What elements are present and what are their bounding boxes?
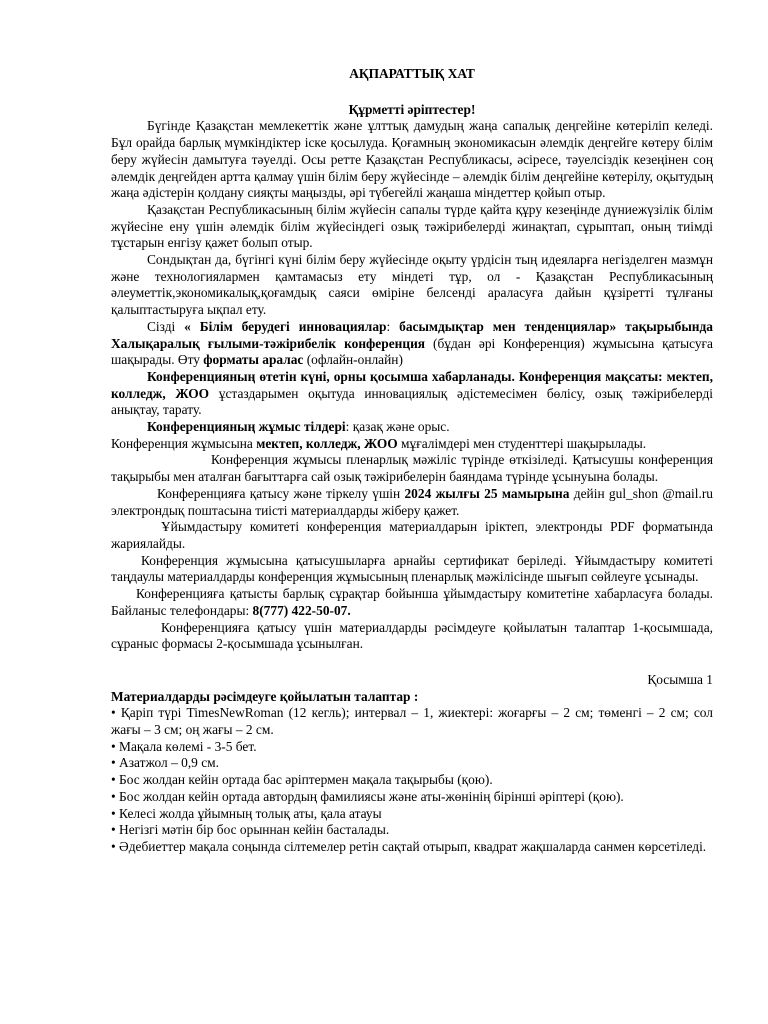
- list-item: • Қаріп түрі TimesNewRoman (12 кегль); интервал – 1, жиектері: жоғарғы – 2 см; төменгі – 2 см; сол жағы – 3 см; оң жағы – 2 см.: [111, 705, 713, 738]
- document-page: [111, 66, 713, 856]
- format-value: (офлайн-онлайн): [303, 352, 403, 368]
- requirements-heading-text: Материалдарды рәсімдеуге қойылатын талаптар :: [111, 688, 419, 704]
- paragraph-certificate: Конференция жұмысына қатысушыларға арнайы сертификат беріледі. Ұйымдастыру комитеті таңдаулы материалдарды конференция жұмысының пленарлық мәжілісінде шығып сөйлеуге ұсынады.: [111, 552, 713, 585]
- list-item: • Мақала көлемі - 3-5 бет.: [111, 738, 257, 754]
- list-item: • Әдебиеттер мақала соңында сілтемелер ретін сақтай отырып, квадрат жақшаларда санмен көрсетіледі.: [111, 838, 707, 854]
- languages-label: Конференцияның жұмыс тілдері: [147, 419, 346, 435]
- paragraph-publication: Ұйымдастыру комитеті конференция материалдарын іріктеп, электронды PDF форматында жариялайды.: [111, 519, 713, 551]
- list-item: • Негізгі мәтін бір бос орыннан кейін басталады.: [111, 822, 390, 838]
- languages-value: : қазақ және орыс.: [345, 419, 450, 435]
- greeting: Құрметті әріптестер!: [348, 101, 476, 117]
- invitation-text-2: (бұдан әрі Конференция) жұмысына қатысуға шақырады. Өту: [111, 335, 713, 368]
- invitation-colon: :: [386, 318, 400, 334]
- paragraph-languages: [111, 419, 713, 436]
- list-item: • Бос жолдан кейін ортада бас әріптермен мақала тақырыбы (қою).: [111, 772, 493, 788]
- invitation-text: Сізді: [147, 318, 185, 334]
- contacts-text: Конференцияға қатысты барлық сұрақтар бойынша ұйымдастыру комитетіне хабарласуға болады. Байланыс телефондары:: [111, 586, 713, 618]
- paragraph-invitation: [111, 319, 713, 369]
- conference-title-part2: басымдықтар мен тенденциялар» тақырыбында Халықаралық ғылыми-тәжірибелік конференция: [111, 318, 713, 351]
- paragraph-appendix-ref: Конференцияға қатысу үшін материалдарды рәсімдеуге қойылатын талаптар 1-қосымшада, сұраныс формасы 2-қосымшада ұсынылған.: [111, 619, 713, 652]
- deadline-date: 2024 жылғы 25 мамырына: [404, 485, 570, 501]
- participants-institutions: мектеп, колледж, ЖОО: [256, 435, 398, 451]
- requirements-list: [111, 705, 713, 855]
- format-label: форматы аралас: [203, 352, 304, 368]
- goal-text: ұстаздарымен оқытуда инновациялық әдістемесімен бөлісу, озық тәжірибелерді анықтау, тарату.: [111, 385, 713, 418]
- paragraph-intro: Бүгінде Қазақстан мемлекеттік және ұлттық дамудың жаңа сапалық деңгейіне көтеріліп келеді. Бұл орайда барлық мүмкіндіктер іске қосылуда. Қоғамның экономикасын әлемдік деңгейге көтеру білім беру жүйесін дамытуға тәуелді. Осы ретте Қазақстан Республикасы, әсіресе, тәуелсіздік кезеңінен соң әлемдік деңгейден артта қалмау үшін білім беру жүйесінде – әлемдік білім деңгейіне көтерілу, оқытудың жаңа әдістерін қолдану сияқты маңызды, әрі түбегейлі жаңаша міндеттер қойып отыр.: [111, 118, 713, 201]
- deadline-text: Конференцияға қатысу және тіркелу үшін: [157, 485, 405, 501]
- paragraph-task: Сондықтан да, бүгінгі күні білім беру жүйесінде оқыту үрдісін тың идеяларға негізделген мазмұн және технологиялармен қамтамасыз ету міндеті тұр, ол - Қазақстан Республикасының әлеуметтік,экономикалық,қоғамдық саяси өміріне белсенді араласуға дайын құзіретті тұлғаны қалыптастыруға ықпал ету.: [111, 252, 713, 318]
- participants-text-2: мұғалімдері мен студенттері шақырылады.: [397, 435, 647, 451]
- conference-title-part1: « Білім берудегі инновациялар: [184, 318, 387, 334]
- list-item: • Бос жолдан кейін ортада автордың фамилиясы және аты-жөнінің бірінші әріптері (қою).: [111, 788, 624, 804]
- list-item: • Келесі жолда ұйымның толық аты, қала атауы: [111, 805, 382, 821]
- requirements-heading: [111, 689, 713, 706]
- appendix-label: Қосымша 1: [647, 671, 713, 687]
- paragraph-contacts: [111, 586, 713, 619]
- paragraph-reform: Қазақстан Республикасының білім жүйесін сапалы түрде қайта құру кезеңінде дүниежүзілік білім жүйесіне ену үшін әлемдік білім жүйесіндегі озық тәжірибелерді жинақтап, сұрыптап, оның тиімді тұстарын енгізу қажет болып отыр.: [111, 201, 713, 251]
- list-item: • Азатжол – 0,9 см.: [111, 755, 219, 771]
- document-title: АҚПАРАТТЫҚ ХАТ: [349, 66, 475, 81]
- goal-heading: Конференцияның өтетін күні, орны қосымша хабарланады. Конференция мақсаты: мектеп, колледж, ЖОО: [111, 368, 713, 401]
- deadline-email-text: дейін gul_shon @mail.ru электрондық поштасына тиісті материалдарды жіберу қажет.: [111, 485, 713, 518]
- participants-text: Конференция жұмысына: [111, 435, 257, 451]
- paragraph-goal: [111, 369, 713, 419]
- contact-phone: 8(777) 422-50-07.: [252, 602, 351, 618]
- paragraph-deadline: [111, 486, 713, 519]
- paragraph-plenary: Конференция жұмысы пленарлық мәжіліс түрінде өткізіледі. Қатысушы конференция тақырыбы мен аталған бағыттарға сай озық тәжірибелерін баяндама түрінде ұсынуына болады.: [111, 452, 713, 485]
- paragraph-participants: [111, 436, 713, 453]
